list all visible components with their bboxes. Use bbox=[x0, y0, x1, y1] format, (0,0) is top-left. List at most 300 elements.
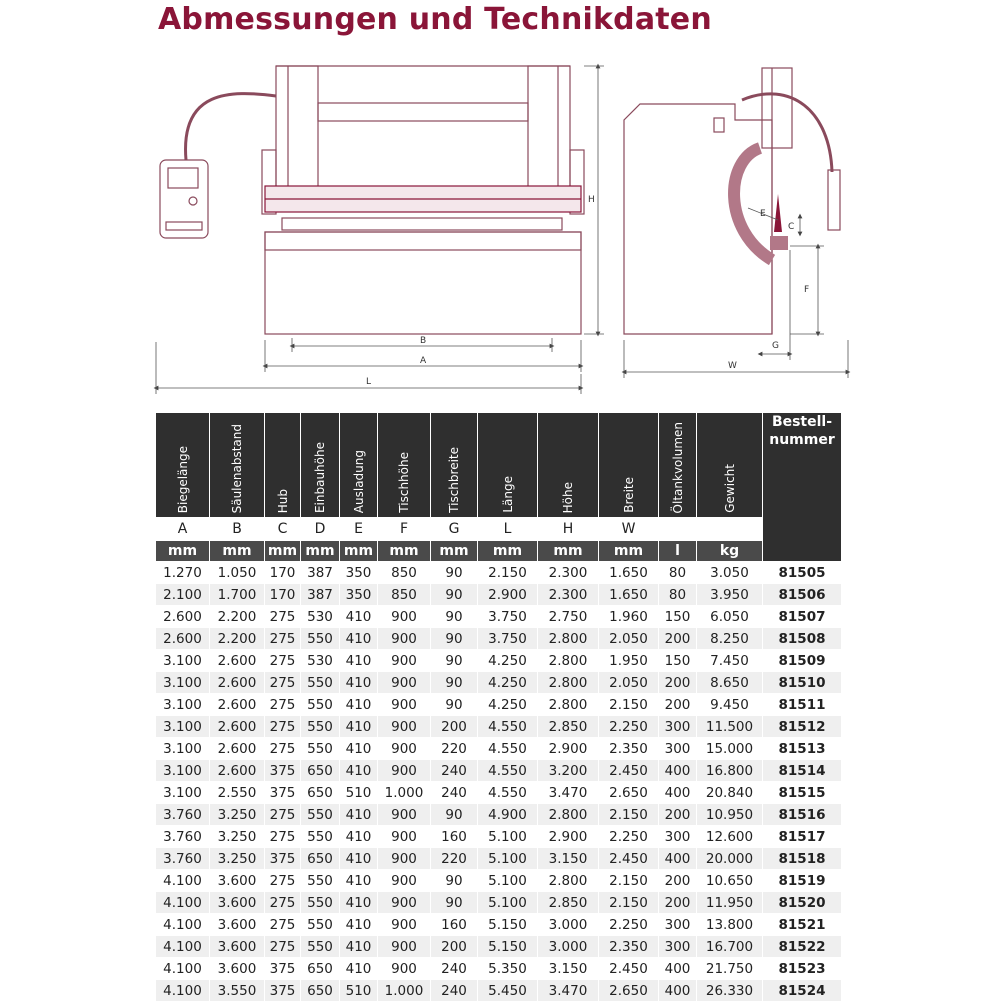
table-cell: 4.550 bbox=[478, 760, 538, 782]
table-cell: 4.100 bbox=[156, 870, 210, 892]
table-cell: 550 bbox=[301, 694, 340, 716]
table-cell: 510 bbox=[340, 782, 378, 804]
table-cell: 375 bbox=[265, 848, 301, 870]
column-unit: mm bbox=[478, 541, 538, 562]
table-cell: 4.100 bbox=[156, 892, 210, 914]
table-cell: 2.900 bbox=[538, 738, 599, 760]
table-row bbox=[156, 628, 842, 650]
table-row bbox=[156, 562, 842, 584]
table-cell: 90 bbox=[431, 628, 478, 650]
table-cell: 4.250 bbox=[478, 672, 538, 694]
table-cell: 3.760 bbox=[156, 804, 210, 826]
table-cell: 530 bbox=[301, 650, 340, 672]
table-cell: 900 bbox=[378, 694, 431, 716]
table-cell: 650 bbox=[301, 848, 340, 870]
table-cell: 5.100 bbox=[478, 870, 538, 892]
table-cell: 2.250 bbox=[599, 826, 659, 848]
table-cell: 387 bbox=[301, 584, 340, 606]
column-header: Öltankvolumen bbox=[659, 413, 697, 518]
table-cell: 2.050 bbox=[599, 628, 659, 650]
table-cell: 3.100 bbox=[156, 672, 210, 694]
table-cell: 240 bbox=[431, 958, 478, 980]
table-cell: 275 bbox=[265, 914, 301, 936]
table-cell: 2.150 bbox=[599, 870, 659, 892]
column-unit: mm bbox=[599, 541, 659, 562]
table-cell: 2.300 bbox=[538, 584, 599, 606]
table-cell: 2.250 bbox=[599, 914, 659, 936]
table-cell: 3.950 bbox=[697, 584, 763, 606]
table-cell: 650 bbox=[301, 782, 340, 804]
table-cell: 900 bbox=[378, 848, 431, 870]
table-row bbox=[156, 936, 842, 958]
table-cell: 2.350 bbox=[599, 738, 659, 760]
table-cell: 160 bbox=[431, 826, 478, 848]
table-cell: 3.470 bbox=[538, 980, 599, 1002]
table-cell: 530 bbox=[301, 606, 340, 628]
table-cell: 2.050 bbox=[599, 672, 659, 694]
table-cell: 8.650 bbox=[697, 672, 763, 694]
table-cell: 160 bbox=[431, 914, 478, 936]
table-row bbox=[156, 606, 842, 628]
table-cell: 200 bbox=[659, 804, 697, 826]
table-row bbox=[156, 760, 842, 782]
table-cell: 410 bbox=[340, 848, 378, 870]
table-cell: 90 bbox=[431, 650, 478, 672]
dim-label-l: L bbox=[366, 377, 372, 387]
column-letter: A bbox=[156, 518, 210, 541]
table-cell: 410 bbox=[340, 694, 378, 716]
order-number-cell: 81515 bbox=[763, 782, 842, 804]
column-header: Säulenabstand bbox=[210, 413, 265, 518]
table-cell: 2.150 bbox=[599, 694, 659, 716]
table-cell: 300 bbox=[659, 826, 697, 848]
table-cell: 410 bbox=[340, 738, 378, 760]
table-cell: 900 bbox=[378, 650, 431, 672]
table-cell: 300 bbox=[659, 914, 697, 936]
table-cell: 90 bbox=[431, 672, 478, 694]
column-letter: W bbox=[599, 518, 659, 541]
order-number-cell: 81505 bbox=[763, 562, 842, 584]
dim-label-f: F bbox=[804, 285, 810, 295]
table-cell: 200 bbox=[659, 628, 697, 650]
column-letter: F bbox=[378, 518, 431, 541]
table-body bbox=[156, 562, 842, 1002]
table-cell: 170 bbox=[265, 562, 301, 584]
table-cell: 240 bbox=[431, 980, 478, 1002]
dim-label-h: H bbox=[588, 195, 595, 205]
column-unit: mm bbox=[431, 541, 478, 562]
table-cell: 1.000 bbox=[378, 980, 431, 1002]
table-cell: 550 bbox=[301, 936, 340, 958]
table-cell: 410 bbox=[340, 628, 378, 650]
table-cell: 4.550 bbox=[478, 738, 538, 760]
machine-dimension-drawing bbox=[0, 55, 1000, 400]
table-cell: 2.850 bbox=[538, 892, 599, 914]
table-cell: 650 bbox=[301, 958, 340, 980]
table-cell: 3.100 bbox=[156, 650, 210, 672]
column-header: Biegelänge bbox=[156, 413, 210, 518]
order-number-cell: 81508 bbox=[763, 628, 842, 650]
dim-label-g: G bbox=[772, 341, 779, 351]
table-cell: 4.550 bbox=[478, 782, 538, 804]
table-cell: 3.100 bbox=[156, 760, 210, 782]
table-cell: 3.750 bbox=[478, 606, 538, 628]
base-body bbox=[265, 232, 581, 334]
table-cell: 275 bbox=[265, 804, 301, 826]
table-cell: 350 bbox=[340, 584, 378, 606]
column-header: Einbauhöhe bbox=[301, 413, 340, 518]
table-cell: 2.200 bbox=[210, 628, 265, 650]
table-cell: 275 bbox=[265, 738, 301, 760]
table-cell: 3.050 bbox=[697, 562, 763, 584]
table-cell: 2.600 bbox=[210, 738, 265, 760]
table-cell: 300 bbox=[659, 936, 697, 958]
table-cell: 15.000 bbox=[697, 738, 763, 760]
column-letter: H bbox=[538, 518, 599, 541]
order-number-cell: 81517 bbox=[763, 826, 842, 848]
table-cell: 2.300 bbox=[538, 562, 599, 584]
table-cell: 550 bbox=[301, 738, 340, 760]
table-cell: 375 bbox=[265, 958, 301, 980]
table-cell: 90 bbox=[431, 870, 478, 892]
table-cell: 2.150 bbox=[599, 892, 659, 914]
table-cell: 1.950 bbox=[599, 650, 659, 672]
table-cell: 11.500 bbox=[697, 716, 763, 738]
table-cell: 550 bbox=[301, 892, 340, 914]
table-cell: 10.950 bbox=[697, 804, 763, 826]
table-cell: 550 bbox=[301, 672, 340, 694]
table-cell: 375 bbox=[265, 760, 301, 782]
column-unit: mm bbox=[340, 541, 378, 562]
dim-label-a: A bbox=[420, 356, 427, 366]
table-cell: 2.850 bbox=[538, 716, 599, 738]
table-cell: 2.550 bbox=[210, 782, 265, 804]
table-cell: 900 bbox=[378, 892, 431, 914]
table-row bbox=[156, 584, 842, 606]
column-letter: L bbox=[478, 518, 538, 541]
table-cell: 240 bbox=[431, 760, 478, 782]
table-cell: 275 bbox=[265, 826, 301, 848]
table-cell: 20.840 bbox=[697, 782, 763, 804]
table-cell: 3.100 bbox=[156, 694, 210, 716]
table-cell: 550 bbox=[301, 716, 340, 738]
table-cell: 2.750 bbox=[538, 606, 599, 628]
table-cell: 1.050 bbox=[210, 562, 265, 584]
table-cell: 3.750 bbox=[478, 628, 538, 650]
table-cell: 2.600 bbox=[156, 628, 210, 650]
column-unit: mm bbox=[265, 541, 301, 562]
table-cell: 80 bbox=[659, 562, 697, 584]
table-cell: 2.150 bbox=[478, 562, 538, 584]
table-cell: 2.650 bbox=[599, 782, 659, 804]
table-cell: 5.450 bbox=[478, 980, 538, 1002]
column-unit: kg bbox=[697, 541, 763, 562]
column-header: Hub bbox=[265, 413, 301, 518]
column-header: Tischhöhe bbox=[378, 413, 431, 518]
table-cell: 1.960 bbox=[599, 606, 659, 628]
table-cell: 2.150 bbox=[599, 804, 659, 826]
table-cell: 3.150 bbox=[538, 958, 599, 980]
table-cell: 150 bbox=[659, 650, 697, 672]
table-row bbox=[156, 958, 842, 980]
table-cell: 900 bbox=[378, 804, 431, 826]
table-header-letters-row bbox=[156, 518, 842, 541]
table-cell: 3.100 bbox=[156, 738, 210, 760]
column-letter bbox=[697, 518, 763, 541]
table-cell: 900 bbox=[378, 672, 431, 694]
table-cell: 2.600 bbox=[210, 716, 265, 738]
table-cell: 90 bbox=[431, 606, 478, 628]
table-cell: 1.700 bbox=[210, 584, 265, 606]
table-cell: 350 bbox=[340, 562, 378, 584]
table-row bbox=[156, 716, 842, 738]
table-cell: 275 bbox=[265, 716, 301, 738]
table-cell: 5.100 bbox=[478, 848, 538, 870]
table-cell: 5.350 bbox=[478, 958, 538, 980]
table-cell: 5.150 bbox=[478, 936, 538, 958]
table-cell: 410 bbox=[340, 804, 378, 826]
dim-label-e: E bbox=[760, 209, 766, 219]
table-row bbox=[156, 848, 842, 870]
column-letter: E bbox=[340, 518, 378, 541]
table-cell: 550 bbox=[301, 826, 340, 848]
table-cell: 410 bbox=[340, 958, 378, 980]
table-cell: 3.760 bbox=[156, 848, 210, 870]
order-number-header: Bestell- nummer bbox=[763, 413, 842, 562]
column-unit: mm bbox=[538, 541, 599, 562]
column-letter bbox=[659, 518, 697, 541]
table-cell: 650 bbox=[301, 980, 340, 1002]
table-cell: 7.450 bbox=[697, 650, 763, 672]
order-number-cell: 81521 bbox=[763, 914, 842, 936]
table-cell: 410 bbox=[340, 650, 378, 672]
table-cell: 4.100 bbox=[156, 958, 210, 980]
table-cell: 200 bbox=[659, 672, 697, 694]
table-cell: 2.450 bbox=[599, 848, 659, 870]
table-header-units-row bbox=[156, 541, 842, 562]
column-letter: B bbox=[210, 518, 265, 541]
order-number-cell: 81509 bbox=[763, 650, 842, 672]
order-number-cell: 81524 bbox=[763, 980, 842, 1002]
table-cell: 200 bbox=[431, 936, 478, 958]
order-number-cell: 81514 bbox=[763, 760, 842, 782]
table-cell: 3.470 bbox=[538, 782, 599, 804]
table-cell: 90 bbox=[431, 562, 478, 584]
column-unit: l bbox=[659, 541, 697, 562]
table-cell: 2.350 bbox=[599, 936, 659, 958]
table-cell: 900 bbox=[378, 628, 431, 650]
table-cell: 400 bbox=[659, 848, 697, 870]
table-cell: 900 bbox=[378, 606, 431, 628]
table-cell: 900 bbox=[378, 870, 431, 892]
table-cell: 1.000 bbox=[378, 782, 431, 804]
table-cell: 400 bbox=[659, 958, 697, 980]
table-cell: 1.650 bbox=[599, 584, 659, 606]
column-header: Länge bbox=[478, 413, 538, 518]
table-cell: 1.270 bbox=[156, 562, 210, 584]
table-cell: 510 bbox=[340, 980, 378, 1002]
table-cell: 410 bbox=[340, 914, 378, 936]
table-cell: 90 bbox=[431, 694, 478, 716]
table-cell: 400 bbox=[659, 980, 697, 1002]
table-cell: 3.250 bbox=[210, 804, 265, 826]
table-cell: 26.330 bbox=[697, 980, 763, 1002]
table-cell: 275 bbox=[265, 672, 301, 694]
table-cell: 2.450 bbox=[599, 958, 659, 980]
table-cell: 410 bbox=[340, 826, 378, 848]
table-cell: 200 bbox=[431, 716, 478, 738]
table-cell: 10.650 bbox=[697, 870, 763, 892]
table-cell: 3.100 bbox=[156, 716, 210, 738]
table-cell: 2.800 bbox=[538, 804, 599, 826]
table-row bbox=[156, 672, 842, 694]
column-header: Ausladung bbox=[340, 413, 378, 518]
table-cell: 387 bbox=[301, 562, 340, 584]
table-cell: 410 bbox=[340, 892, 378, 914]
table-row bbox=[156, 694, 842, 716]
table-cell: 410 bbox=[340, 672, 378, 694]
table-row bbox=[156, 892, 842, 914]
table-cell: 900 bbox=[378, 826, 431, 848]
table-cell: 16.700 bbox=[697, 936, 763, 958]
table-cell: 410 bbox=[340, 870, 378, 892]
table-cell: 850 bbox=[378, 584, 431, 606]
table-cell: 2.600 bbox=[210, 650, 265, 672]
table-cell: 550 bbox=[301, 628, 340, 650]
table-cell: 900 bbox=[378, 738, 431, 760]
table-cell: 275 bbox=[265, 650, 301, 672]
table-cell: 3.250 bbox=[210, 848, 265, 870]
table-cell: 80 bbox=[659, 584, 697, 606]
table-cell: 2.600 bbox=[156, 606, 210, 628]
order-number-cell: 81511 bbox=[763, 694, 842, 716]
table-cell: 375 bbox=[265, 980, 301, 1002]
table-cell: 275 bbox=[265, 606, 301, 628]
order-number-cell: 81520 bbox=[763, 892, 842, 914]
table-cell: 20.000 bbox=[697, 848, 763, 870]
table-cell: 200 bbox=[659, 870, 697, 892]
column-header: Breite bbox=[599, 413, 659, 518]
page-title: Abmessungen und Technikdaten bbox=[158, 2, 712, 37]
table-cell: 3.200 bbox=[538, 760, 599, 782]
dim-label-b: B bbox=[420, 336, 427, 346]
table-cell: 900 bbox=[378, 716, 431, 738]
table-cell: 3.600 bbox=[210, 914, 265, 936]
table-cell: 3.600 bbox=[210, 870, 265, 892]
table-cell: 2.800 bbox=[538, 650, 599, 672]
table-cell: 5.100 bbox=[478, 826, 538, 848]
table-cell: 90 bbox=[431, 892, 478, 914]
table-cell: 3.100 bbox=[156, 782, 210, 804]
table-cell: 410 bbox=[340, 760, 378, 782]
table-cell: 9.450 bbox=[697, 694, 763, 716]
table-cell: 900 bbox=[378, 914, 431, 936]
column-header: Höhe bbox=[538, 413, 599, 518]
table-cell: 410 bbox=[340, 606, 378, 628]
table-cell: 3.250 bbox=[210, 826, 265, 848]
table-cell: 3.760 bbox=[156, 826, 210, 848]
table-cell: 550 bbox=[301, 870, 340, 892]
table-cell: 275 bbox=[265, 628, 301, 650]
table-cell: 4.550 bbox=[478, 716, 538, 738]
table-cell: 5.150 bbox=[478, 914, 538, 936]
table-cell: 275 bbox=[265, 892, 301, 914]
table-row bbox=[156, 980, 842, 1002]
table-cell: 2.100 bbox=[156, 584, 210, 606]
table-cell: 150 bbox=[659, 606, 697, 628]
table-row bbox=[156, 826, 842, 848]
table-cell: 2.250 bbox=[599, 716, 659, 738]
table-cell: 8.250 bbox=[697, 628, 763, 650]
dim-label-w: W bbox=[728, 361, 737, 371]
table-cell: 90 bbox=[431, 584, 478, 606]
order-number-cell: 81523 bbox=[763, 958, 842, 980]
table-header-names-row bbox=[156, 413, 842, 518]
table-cell: 3.600 bbox=[210, 936, 265, 958]
side-view-body bbox=[624, 104, 772, 334]
crossbeam bbox=[318, 103, 528, 121]
table-row bbox=[156, 870, 842, 892]
left-column bbox=[276, 66, 318, 194]
order-number-cell: 81510 bbox=[763, 672, 842, 694]
table-cell: 2.450 bbox=[599, 760, 659, 782]
table-cell: 240 bbox=[431, 782, 478, 804]
table-cell: 3.000 bbox=[538, 914, 599, 936]
column-letter: G bbox=[431, 518, 478, 541]
table-row bbox=[156, 782, 842, 804]
table-cell: 410 bbox=[340, 936, 378, 958]
table-cell: 2.600 bbox=[210, 672, 265, 694]
table-cell: 3.000 bbox=[538, 936, 599, 958]
table-cell: 400 bbox=[659, 782, 697, 804]
table-cell: 900 bbox=[378, 936, 431, 958]
table-cell: 275 bbox=[265, 870, 301, 892]
table-cell: 90 bbox=[431, 804, 478, 826]
table-row bbox=[156, 650, 842, 672]
lower-table bbox=[282, 218, 562, 230]
table-cell: 220 bbox=[431, 848, 478, 870]
dim-label-c: C bbox=[788, 222, 795, 232]
table-cell: 275 bbox=[265, 936, 301, 958]
column-letter: C bbox=[265, 518, 301, 541]
table-cell: 3.600 bbox=[210, 892, 265, 914]
table-cell: 4.250 bbox=[478, 694, 538, 716]
table-cell: 2.900 bbox=[538, 826, 599, 848]
column-header: Gewicht bbox=[697, 413, 763, 518]
order-number-cell: 81512 bbox=[763, 716, 842, 738]
table-cell: 2.800 bbox=[538, 694, 599, 716]
column-unit: mm bbox=[210, 541, 265, 562]
table-cell: 1.650 bbox=[599, 562, 659, 584]
table-cell: 11.950 bbox=[697, 892, 763, 914]
table-cell: 21.750 bbox=[697, 958, 763, 980]
table-cell: 170 bbox=[265, 584, 301, 606]
table-cell: 900 bbox=[378, 958, 431, 980]
table-cell: 4.900 bbox=[478, 804, 538, 826]
table-cell: 375 bbox=[265, 782, 301, 804]
table-row bbox=[156, 804, 842, 826]
table-cell: 300 bbox=[659, 716, 697, 738]
table-cell: 2.200 bbox=[210, 606, 265, 628]
column-header: Tischbreite bbox=[431, 413, 478, 518]
table-cell: 2.800 bbox=[538, 870, 599, 892]
order-number-cell: 81519 bbox=[763, 870, 842, 892]
table-cell: 220 bbox=[431, 738, 478, 760]
order-number-cell: 81518 bbox=[763, 848, 842, 870]
right-column bbox=[528, 66, 570, 194]
column-unit: mm bbox=[378, 541, 431, 562]
column-unit: mm bbox=[301, 541, 340, 562]
